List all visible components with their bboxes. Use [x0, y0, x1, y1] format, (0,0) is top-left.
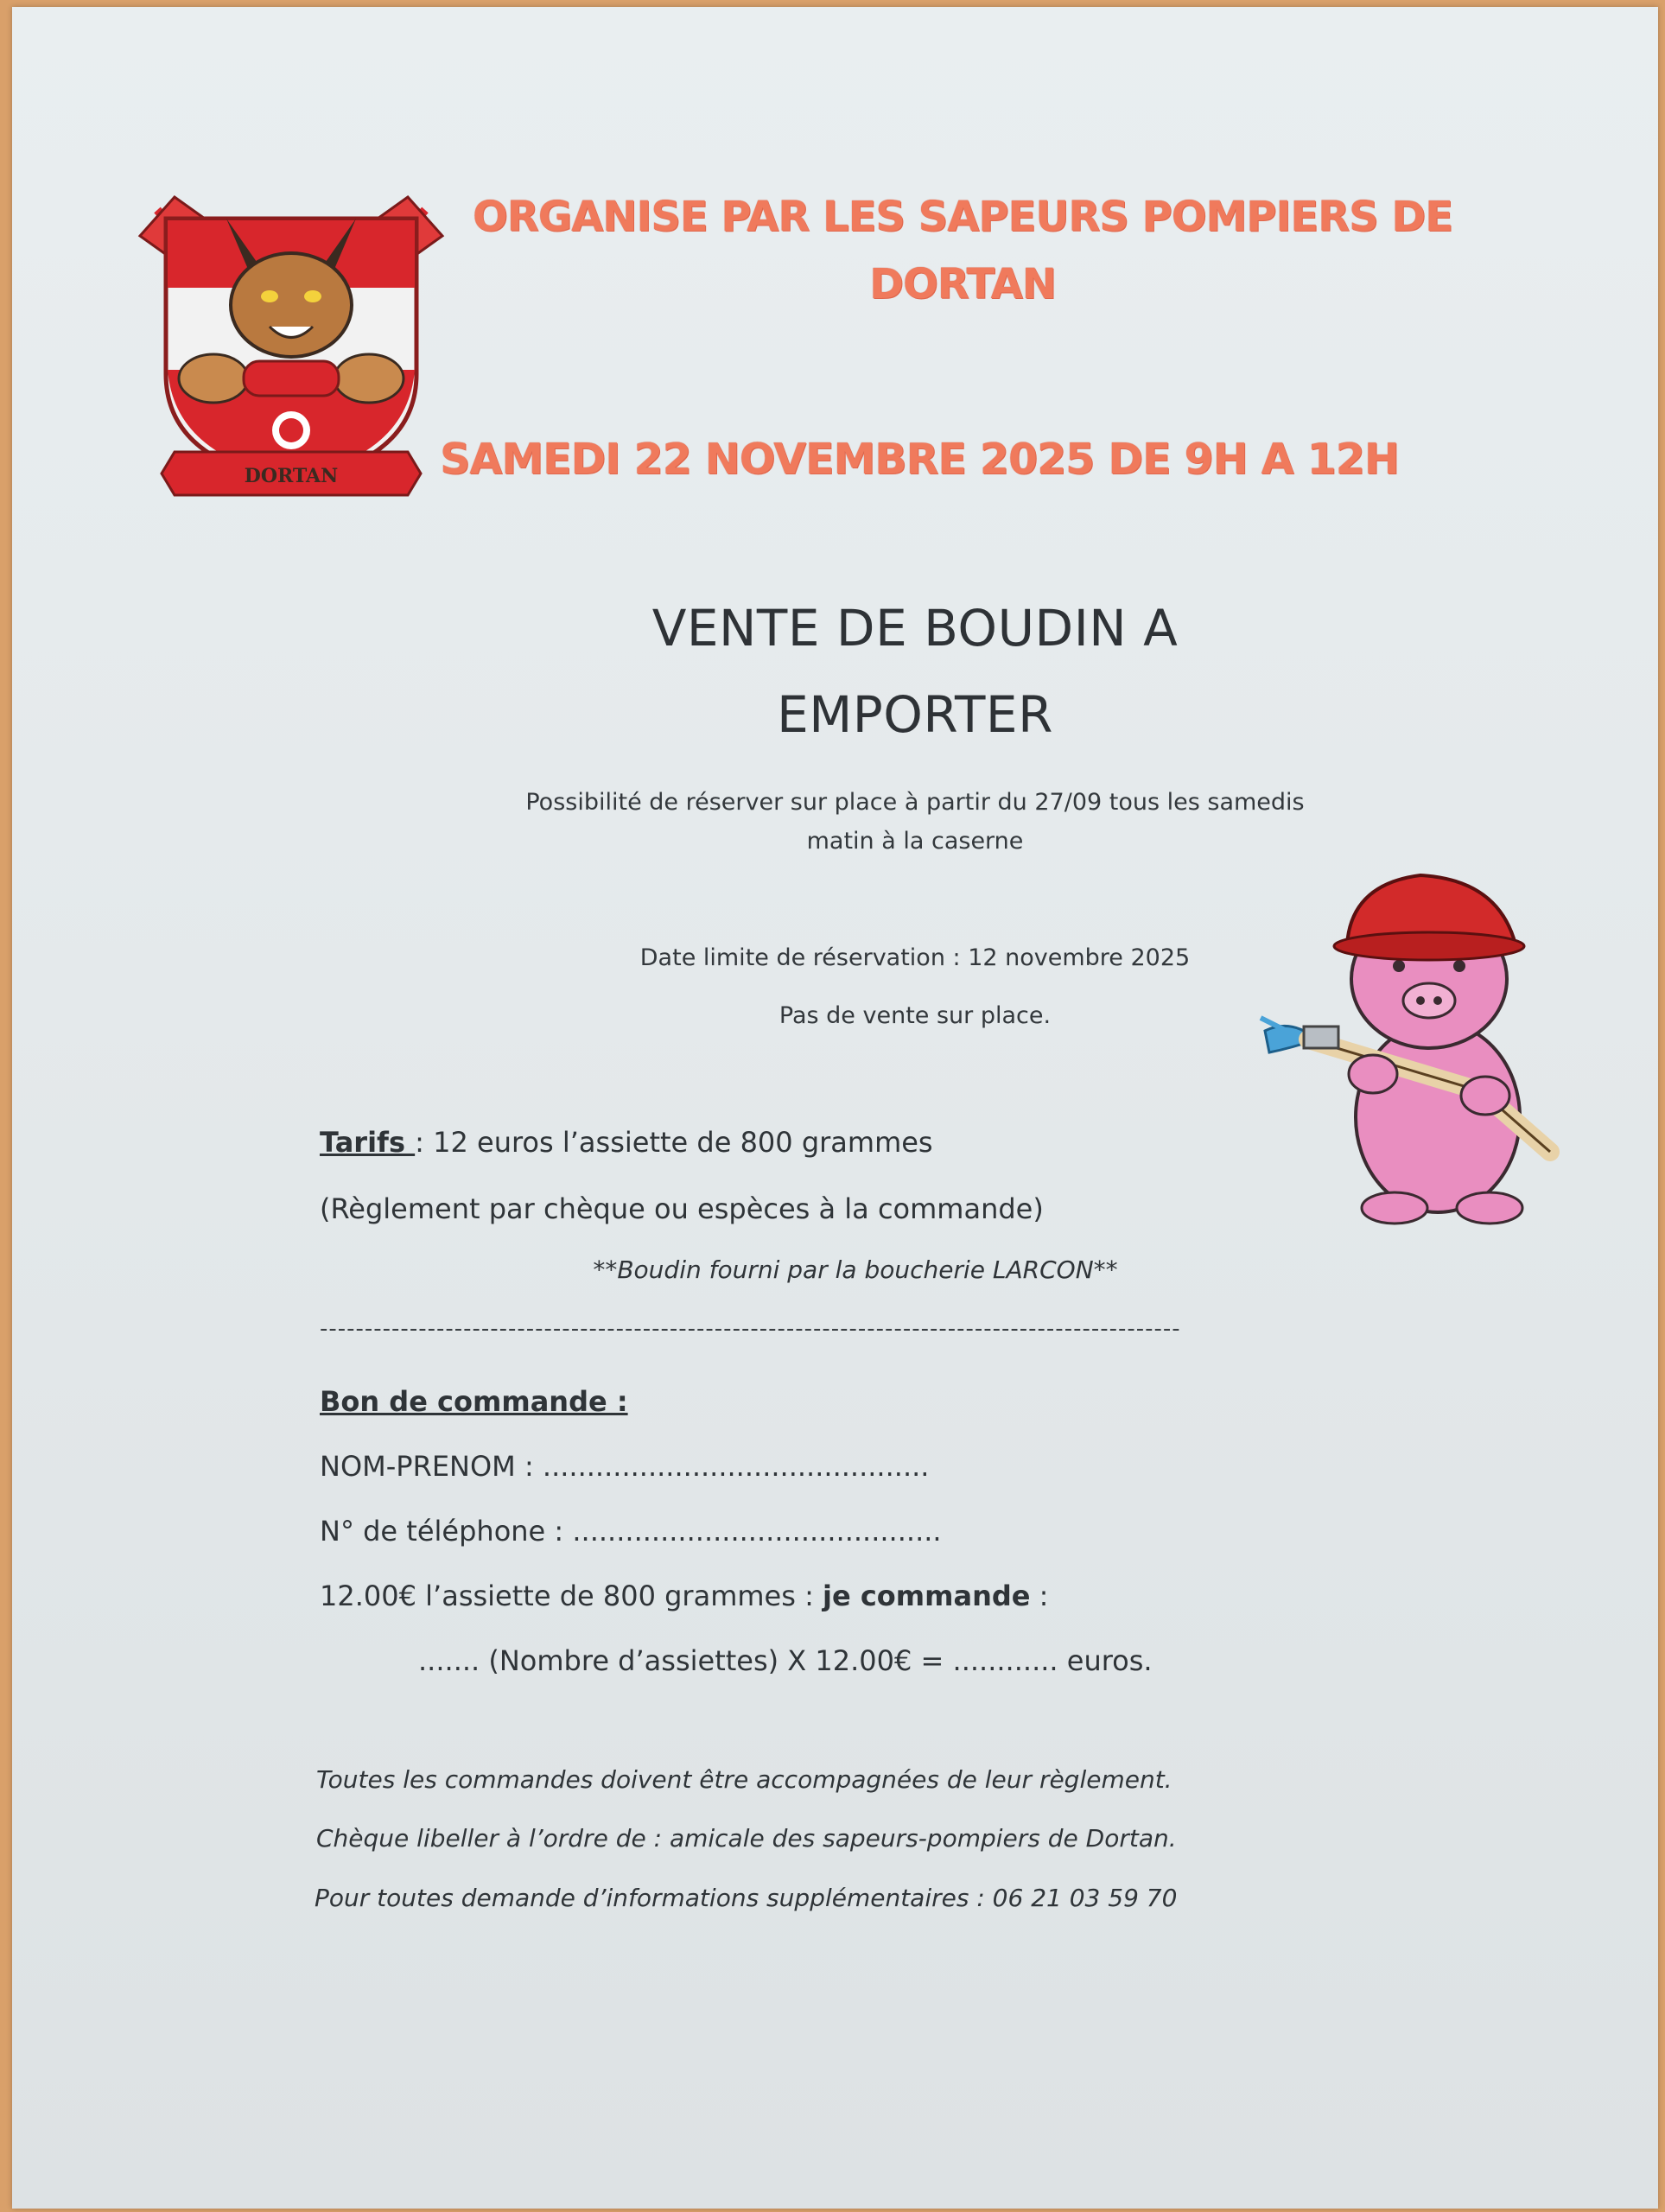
footer-note-3: Pour toutes demande d’informations supplémentaires : 06 21 03 59 70	[315, 1884, 1178, 1912]
supplier-note: **Boudin fourni par la boucherie LARCON**	[593, 1255, 1118, 1284]
footer-note-2: Chèque libeller à l’ordre de : amicale des sapeurs-pompiers de Dortan.	[316, 1824, 1177, 1853]
footer-note-1: Toutes les commandes doivent être accompagnées de leur règlement.	[316, 1765, 1172, 1794]
tarifs-label: Tarifs	[320, 1126, 416, 1159]
reservation-line-2: matin à la caserne	[806, 828, 1024, 855]
tarifs-line	[320, 1126, 1270, 1159]
price-line-prefix: 12.00€ l’assiette de 800 grammes :	[320, 1580, 823, 1612]
event-date: SAMEDI 22 NOVEMBRE 2025 DE 9H A 12H	[440, 435, 1399, 484]
flyer-page	[12, 7, 1658, 2209]
order-form-heading: Bon de commande :	[320, 1385, 628, 1418]
tarifs-text: : 12 euros l’assiette de 800 grammes	[415, 1126, 933, 1159]
firefighter-pig-illustration	[1256, 867, 1576, 1230]
cut-line-separator: ------------------------------------------------------------------------------------------------	[320, 1316, 1181, 1342]
reservation-deadline: Date limite de réservation : 12 novembre 2025	[639, 944, 1191, 971]
price-line-suffix: :	[1030, 1580, 1049, 1612]
name-field-label: NOM-PRENOM : ............................................	[320, 1450, 930, 1483]
phone-field-label: N° de téléphone : ..........................................	[320, 1515, 942, 1548]
no-sale-on-site: Pas de vente sur place.	[778, 1002, 1052, 1029]
organiser-line-1: ORGANISE PAR LES SAPEURS POMPIERS DE	[472, 193, 1453, 241]
firefighter-lynx-crest-logo	[123, 184, 460, 504]
logo-banner-text: DORTAN	[244, 465, 339, 487]
price-line-bold: je commande	[823, 1580, 1031, 1612]
organiser-line-2: DORTAN	[869, 260, 1056, 308]
title-line-2: EMPORTER	[777, 685, 1053, 744]
quantity-line: ....... (Nombre d’assiettes) X 12.00€ = ............ euros.	[418, 1644, 1153, 1677]
price-line	[320, 1580, 1443, 1612]
payment-terms: (Règlement par chèque ou espèces à la commande)	[320, 1192, 1044, 1225]
reservation-line-1: Possibilité de réserver sur place à partir du 27/09 tous les samedis	[525, 789, 1305, 816]
title-line-1: VENTE DE BOUDIN A	[651, 599, 1179, 658]
